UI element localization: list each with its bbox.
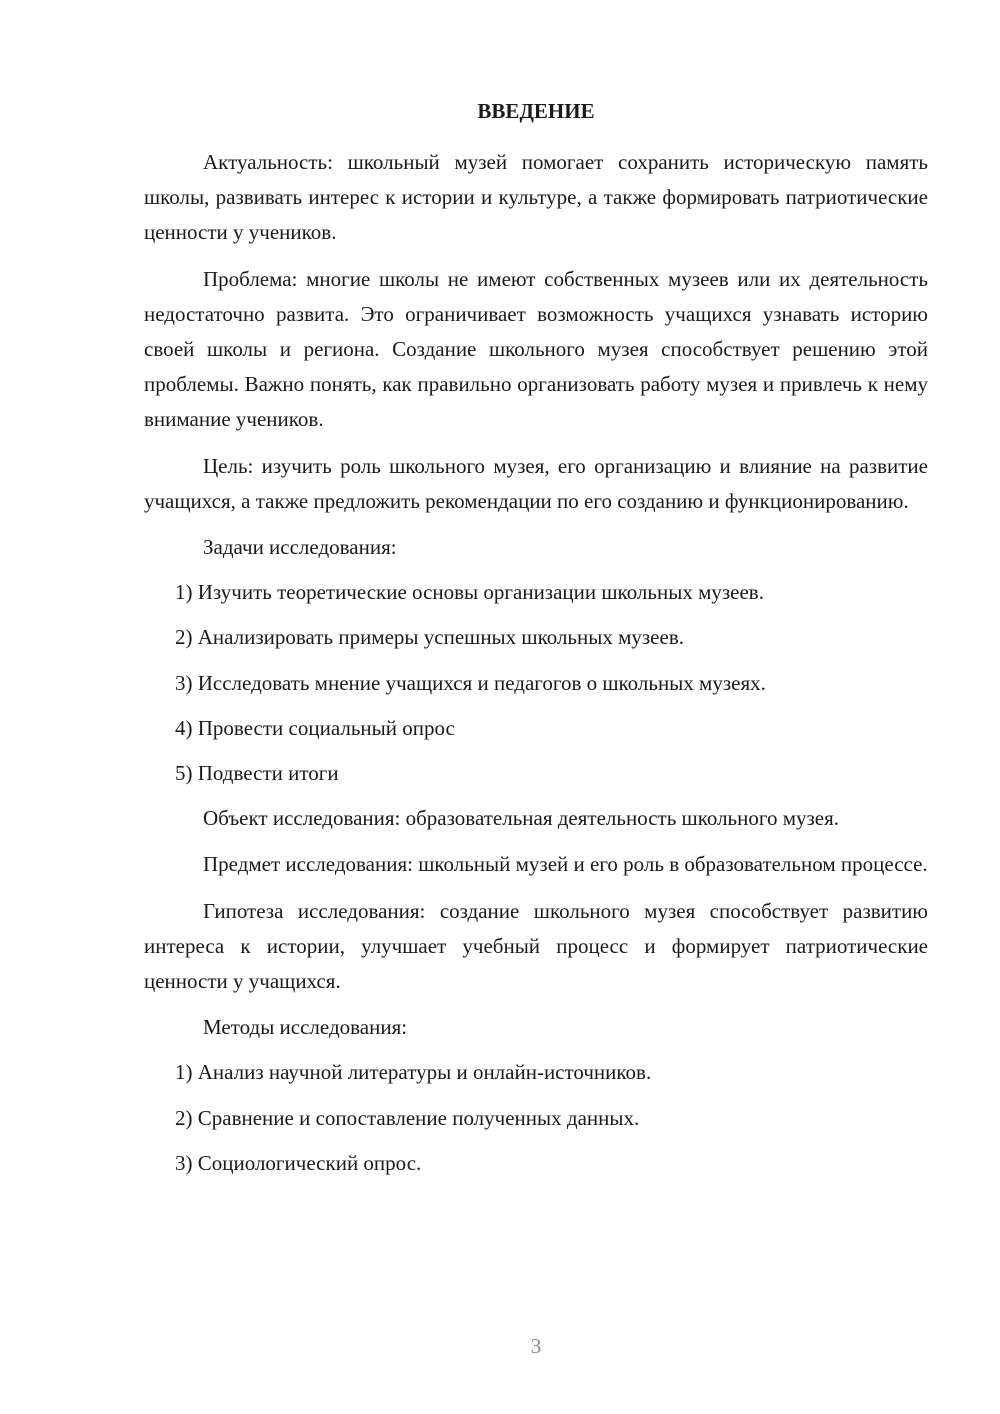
list-item: 1) Анализ научной литературы и онлайн-источников. — [175, 1060, 652, 1085]
methods-heading: Методы исследования: — [203, 1015, 408, 1040]
list-item: 4) Провести социальный опрос — [175, 715, 455, 740]
list-item: 3) Социологический опрос. — [175, 1150, 422, 1175]
paragraph-goal: Цель: изучить роль школьного музея, его организацию и влияние на развитие учащихся, а также предложить рекомендации по его созданию и функционированию. — [144, 453, 928, 513]
tasks-list — [144, 575, 928, 791]
tasks-heading: Задачи исследования: — [203, 535, 397, 560]
section-title: ВВЕДЕНИЕ — [477, 99, 595, 123]
methods-list — [144, 1055, 928, 1181]
page-content — [144, 94, 928, 1191]
list-item: 2) Сравнение и сопоставление полученных данных. — [175, 1105, 640, 1130]
paragraph-object: Объект исследования: образовательная деятельность школьного музея. — [203, 806, 840, 831]
list-item: 5) Подвести итоги — [175, 761, 339, 786]
paragraph-relevance: Актуальность: школьный музей помогает сохранить историческую память школы, развивать интерес к истории и культуре, а также формировать патриотические ценности у учеников. — [144, 150, 928, 245]
paragraph-subject: Предмет исследования: школьный музей и его роль в образовательном процессе. — [203, 852, 928, 877]
paragraph-problem: Проблема: многие школы не имеют собственных музеев или их деятельность недостаточно развита. Это ограничивает возможность учащихся узнавать историю своей школы и региона. Создание школьного музея способствует решению этой проблемы. Важно понять, как правильно организовать работу музея и привлечь к нему внимание учеников. — [144, 266, 928, 432]
list-item: 2) Анализировать примеры успешных школьных музеев. — [175, 625, 684, 650]
page-number: 3 — [530, 1334, 542, 1358]
list-item: 1) Изучить теоретические основы организации школьных музеев. — [175, 580, 764, 605]
paragraph-hypothesis: Гипотеза исследования: создание школьного музея способствует развитию интереса к истории, улучшает учебный процесс и формирует патриотические ценности у учащихся. — [144, 898, 928, 994]
list-item: 3) Исследовать мнение учащихся и педагогов о школьных музеях. — [175, 670, 766, 695]
